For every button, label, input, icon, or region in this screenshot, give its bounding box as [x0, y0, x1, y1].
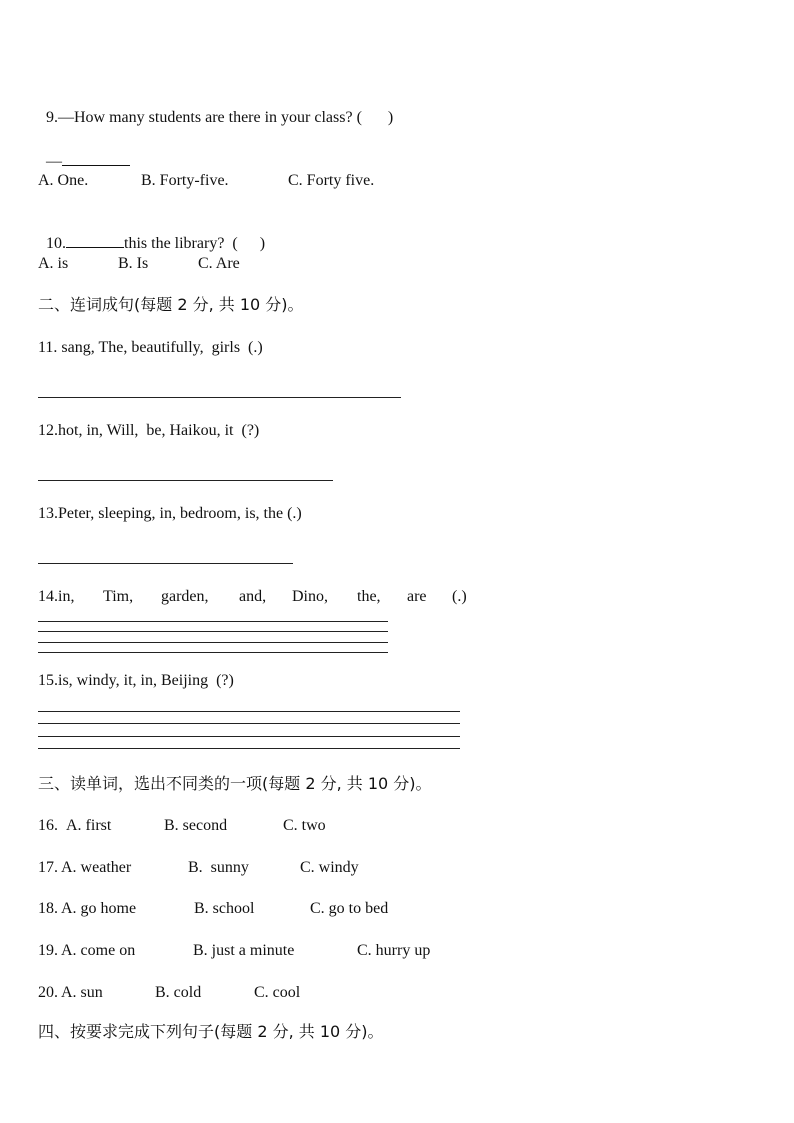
question-14-word: 14.in,: [38, 588, 75, 605]
question-12-text: 12.hot, in, Will, be, Haikou, it (?): [38, 422, 260, 439]
question-17-option-c: C. windy: [300, 859, 359, 876]
answer-line[interactable]: [38, 631, 388, 632]
question-10-option-c: C. Are: [198, 255, 240, 272]
question-19-number: 19.: [38, 942, 58, 959]
question-14-word: the,: [357, 588, 381, 605]
answer-line[interactable]: [38, 621, 388, 622]
question-14-word: are: [407, 588, 427, 605]
section-3-heading: 三、读单词，选出不同类的一项(每题 2 分, 共 10 分)。: [38, 774, 432, 793]
question-20-number: 20.: [38, 984, 58, 1001]
question-10-paren-close: ): [259, 235, 266, 252]
answer-line[interactable]: [38, 642, 388, 643]
question-9-answer-blank: [38, 131, 130, 172]
question-19-option-b: B. just a minute: [193, 942, 295, 959]
question-9-paren-close: ): [387, 109, 394, 126]
question-14-word: Tim,: [103, 588, 134, 605]
answer-line[interactable]: [38, 723, 460, 724]
question-9-option-a: A. One.: [38, 172, 89, 189]
question-10-text: this the library? (: [124, 235, 238, 252]
question-18-option-a: A. go home: [61, 900, 137, 917]
answer-line[interactable]: [38, 652, 388, 653]
question-16-option-c: C. two: [283, 817, 326, 834]
question-14-word: Dino,: [292, 588, 328, 605]
question-14-word: garden,: [161, 588, 209, 605]
question-10-number: 10.: [46, 235, 66, 252]
answer-blank[interactable]: [66, 233, 124, 248]
question-18-option-c: C. go to bed: [310, 900, 389, 917]
question-17-number: 17.: [38, 859, 58, 876]
question-13-text: 13.Peter, sleeping, in, bedroom, is, the (.): [38, 505, 302, 522]
question-16-number: 16.: [38, 817, 58, 834]
question-9-stem: [38, 88, 393, 128]
question-20-option-b: B. cold: [155, 984, 202, 1001]
question-10-option-b: B. Is: [118, 255, 149, 272]
answer-line[interactable]: [38, 563, 293, 564]
answer-line[interactable]: [38, 711, 460, 712]
question-10-stem: [38, 213, 265, 254]
question-16-option-b: B. second: [164, 817, 228, 834]
question-9-text: 9.—How many students are there in your class? (: [46, 109, 362, 126]
question-10-option-a: A. is: [38, 255, 69, 272]
question-14-word: (.): [452, 588, 467, 605]
answer-line[interactable]: [38, 736, 460, 737]
question-17-option-b: B. sunny: [188, 859, 249, 876]
question-20-option-c: C. cool: [254, 984, 301, 1001]
question-9-option-b: B. Forty-five.: [141, 172, 229, 189]
section-4-heading: 四、按要求完成下列句子(每题 2 分, 共 10 分)。: [38, 1022, 384, 1041]
question-19-option-a: A. come on: [61, 942, 136, 959]
question-19-option-c: C. hurry up: [357, 942, 431, 959]
question-18-option-b: B. school: [194, 900, 255, 917]
question-9-dash: —: [46, 153, 62, 170]
section-2-heading: 二、连词成句(每题 2 分, 共 10 分)。: [38, 295, 304, 314]
answer-line[interactable]: [38, 480, 333, 481]
answer-blank[interactable]: [62, 151, 130, 166]
question-15-text: 15.is, windy, it, in, Beijing (?): [38, 672, 234, 689]
question-17-option-a: A. weather: [61, 859, 132, 876]
question-20-option-a: A. sun: [61, 984, 103, 1001]
question-18-number: 18.: [38, 900, 58, 917]
question-14-word: and,: [239, 588, 267, 605]
answer-line[interactable]: [38, 397, 401, 398]
question-11-text: 11. sang, The, beautifully, girls (.): [38, 339, 263, 356]
question-9-option-c: C. Forty five.: [288, 172, 375, 189]
answer-line[interactable]: [38, 748, 460, 749]
question-16-option-a: A. first: [66, 817, 112, 834]
